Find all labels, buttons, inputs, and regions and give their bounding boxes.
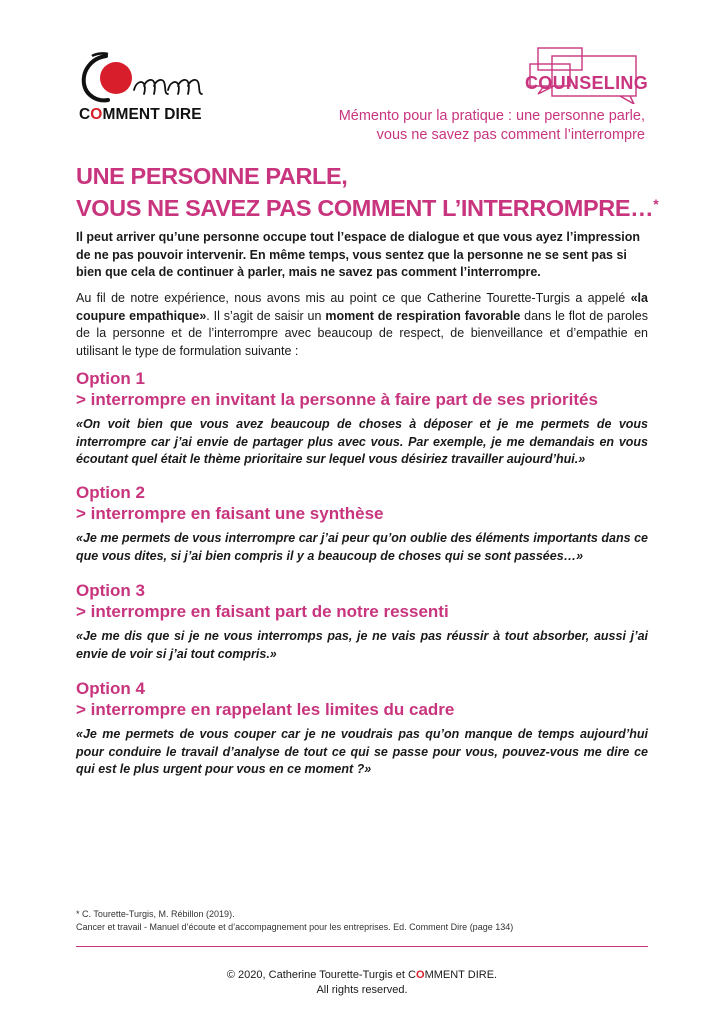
title-line-2: VOUS NE SAVEZ PAS COMMENT L’INTERROMPRE…* xyxy=(76,195,659,221)
page-title xyxy=(76,162,658,222)
option-subtitle: > interrompre en invitant la personne à faire part de ses priorités xyxy=(76,390,598,409)
option-4 xyxy=(76,678,656,779)
footnote xyxy=(76,908,513,934)
subtitle-line-1: Mémento pour la pratique : une personne parle, xyxy=(338,108,645,124)
counseling-label: COUNSELING xyxy=(525,73,649,93)
option-subtitle: > interrompre en faisant une synthèse xyxy=(76,504,384,523)
option-subtitle: > interrompre en rappelant les limites du cadre xyxy=(76,700,455,719)
option-quote: «Je me permets de vous couper car je ne voudrais pas qu’on manque de temps aujourd’hui pour conduire le travail d’analyse de tout ce qui se passe pour vous, pouvez-vous me dire ce qui est le plus urgent pour vous en ce moment ?» xyxy=(76,727,648,776)
option-1 xyxy=(76,368,656,469)
header-subtitle xyxy=(339,107,645,145)
option-title: Option 1 xyxy=(76,369,145,388)
copyright xyxy=(0,968,724,998)
copyright-line-2: All rights reserved. xyxy=(316,984,408,996)
option-quote: «On voit bien que vous avez beaucoup de choses à déposer et je me permets de vous interrompre car j’ai envie de partager plus avec vous. Par exemple, je me demandais en vous écoutant quel était le thème prioritaire sur lequel vous désiriez travailler aujourd’hui.» xyxy=(76,417,648,466)
option-quote: «Je me permets de vous interrompre car j’ai peur qu’on oublie des éléments importants dans ce que vous dites, si j’ai bien compris il y a beaucoup de choses qui se sont passées…» xyxy=(76,531,648,563)
option-subtitle: > interrompre en faisant part de notre ressenti xyxy=(76,602,449,621)
footnote-line-1: * C. Tourette-Turgis, M. Rébillon (2019). xyxy=(76,909,235,919)
option-2 xyxy=(76,482,656,565)
option-title: Option 4 xyxy=(76,679,145,698)
option-title: Option 3 xyxy=(76,581,145,600)
subtitle-line-2: vous ne savez pas comment l’interrompre xyxy=(376,127,645,143)
title-line-1: UNE PERSONNE PARLE, xyxy=(76,163,348,189)
logo-wordmark: COMMENT DIRE xyxy=(79,106,202,123)
comment-dire-logo xyxy=(78,50,208,130)
option-3 xyxy=(76,580,656,663)
copyright-line-1: © 2020, Catherine Tourette-Turgis et COMMENT DIRE. xyxy=(226,969,498,981)
footnote-mark: * xyxy=(653,196,659,212)
logo-mark-icon xyxy=(78,50,208,110)
intro-paragraph: Il peut arriver qu’une personne occupe tout l’espace de dialogue et que vous ayez l’impression de ne pas pouvoir intervenir. En même temps, vous sentez que la personne ne se sent pas si bien que cela de continuer à parler, mais ne savez pas comment l’interrompre. xyxy=(76,230,641,279)
body-paragraph: Au fil de notre expérience, nous avons mis au point ce que Catherine Tourette-Turgis a appelé «la coupure empathique». Il s’agit de saisir un moment de respiration favorable dans le flot de paroles de la personne et de l’interrompre avec beaucoup de respect, de bienveillance et d’empathie en utilisant le type de formulation suivante : xyxy=(76,291,649,358)
option-quote: «Je me dis que si je ne vous interromps pas, je ne vais pas réussir à tout absorber, aussi j’ai envie de voir si j’ai tout compris.» xyxy=(76,629,648,661)
footnote-line-2: Cancer et travail - Manuel d’écoute et d’accompagnement pour les entreprises. Ed. Comment Dire (page 134) xyxy=(76,922,514,932)
option-title: Option 2 xyxy=(76,483,145,502)
footer-divider xyxy=(76,946,648,947)
